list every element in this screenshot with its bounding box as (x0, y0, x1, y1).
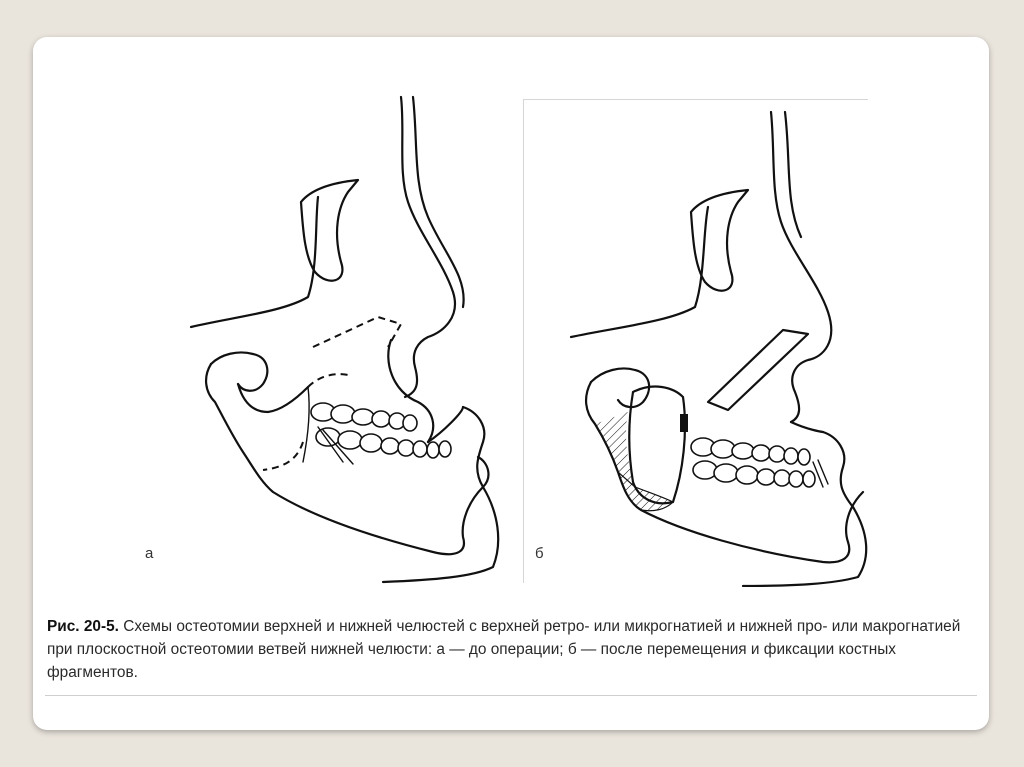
figure-caption (47, 615, 977, 684)
diagram-after-operation (523, 92, 873, 587)
nasal-bone-line (413, 97, 464, 307)
slide (33, 37, 989, 730)
face-profile-outline (401, 97, 455, 397)
ramus-osteotomy-line-lower (263, 442, 303, 470)
zygomatic-line (191, 197, 318, 327)
nasal-bone-line (785, 112, 801, 237)
ramus-inner-line (303, 387, 309, 462)
mandible-ramus (206, 364, 488, 554)
ramus-osteotomy-line-upper (308, 374, 348, 387)
upper-teeth (311, 403, 417, 431)
caption-divider (45, 695, 977, 696)
orbit-outline (691, 190, 748, 291)
zygomatic-line (571, 207, 708, 337)
lower-teeth (693, 461, 815, 487)
panel-label-b: б (535, 545, 544, 562)
panel-label-a: а (145, 545, 154, 562)
maxilla-osteotomy-line (313, 317, 401, 347)
skull-profile-after (523, 92, 873, 587)
ramus-fragment (629, 387, 685, 504)
orbit-outline (301, 180, 358, 281)
diagram-before-operation (143, 92, 513, 587)
figure-caption-text: Схемы остеотомии верхней и нижней челюстей с верхней ретро- или микрогнатией и нижней про- или макрогнатией при плоскостной остеотомии ветвей нижней челюсти: а — до операции; б — после перемещения и фиксации костных фрагментов. (47, 618, 961, 681)
fixation-wire (680, 414, 688, 432)
face-profile-outline (771, 112, 831, 422)
occlusion-lines (813, 460, 828, 487)
fixation-plate (708, 330, 808, 410)
lip-profile (791, 422, 823, 432)
skull-profile-before (143, 92, 513, 587)
figure-number: Рис. 20-5. (47, 618, 119, 635)
coronoid-outline (238, 384, 308, 412)
